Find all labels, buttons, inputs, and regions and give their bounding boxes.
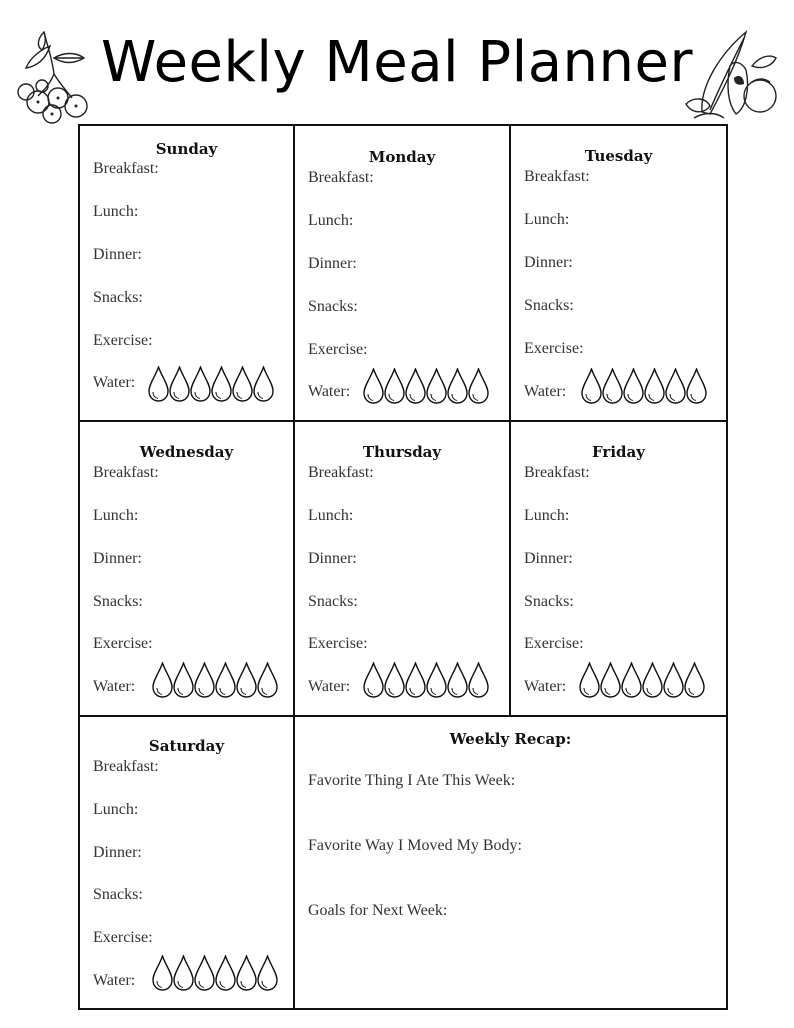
page-title: Weekly Meal Planner — [101, 30, 693, 95]
weekly-recap-card — [293, 715, 728, 1010]
snacks-label: Snacks: — [524, 297, 574, 314]
exercise-label: Exercise: — [93, 635, 153, 652]
water-drop-icon[interactable] — [152, 955, 173, 991]
water-label: Water: — [308, 383, 351, 400]
water-drop-icon[interactable] — [600, 662, 621, 698]
dinner-label: Dinner: — [93, 844, 142, 861]
day-title-monday: Monday — [368, 148, 436, 166]
water-label: Water: — [93, 374, 136, 391]
exercise-label: Exercise: — [93, 332, 153, 349]
water-drop-icon[interactable] — [642, 662, 663, 698]
day-card-saturday — [78, 715, 295, 1010]
water-label: Water: — [524, 383, 567, 400]
lunch-label: Lunch: — [308, 212, 354, 229]
dinner-label: Dinner: — [93, 246, 142, 263]
snacks-label: Snacks: — [93, 593, 143, 610]
exercise-label: Exercise: — [308, 635, 368, 652]
recap-favorite-food-label: Favorite Thing I Ate This Week: — [308, 772, 516, 789]
lunch-label: Lunch: — [524, 211, 570, 228]
recap-goals-label: Goals for Next Week: — [308, 902, 448, 919]
water-label: Water: — [308, 678, 351, 695]
water-label: Water: — [93, 972, 136, 989]
day-title-sunday: Sunday — [155, 140, 218, 158]
water-drop-icon[interactable] — [623, 368, 644, 404]
water-tracker-thursday — [363, 662, 489, 698]
water-drop-icon[interactable] — [363, 662, 384, 698]
water-tracker-saturday — [152, 955, 278, 991]
day-title-saturday: Saturday — [148, 737, 225, 755]
water-tracker-friday — [579, 662, 705, 698]
day-card-wednesday — [78, 420, 295, 717]
day-card-tuesday — [509, 124, 728, 422]
water-drop-icon[interactable] — [215, 662, 236, 698]
exercise-label: Exercise: — [524, 635, 584, 652]
water-drop-icon[interactable] — [684, 662, 705, 698]
breakfast-label: Breakfast: — [524, 464, 590, 481]
water-label: Water: — [93, 678, 136, 695]
day-title-wednesday: Wednesday — [139, 443, 234, 461]
water-drop-icon[interactable] — [215, 955, 236, 991]
water-drop-icon[interactable] — [257, 955, 278, 991]
water-drop-icon[interactable] — [405, 662, 426, 698]
exercise-label: Exercise: — [524, 340, 584, 357]
dinner-label: Dinner: — [524, 550, 573, 567]
breakfast-label: Breakfast: — [524, 168, 590, 185]
water-drop-icon[interactable] — [686, 368, 707, 404]
snacks-label: Snacks: — [524, 593, 574, 610]
water-drop-icon[interactable] — [363, 368, 384, 404]
lunch-label: Lunch: — [93, 507, 139, 524]
water-drop-icon[interactable] — [426, 662, 447, 698]
water-drop-icon[interactable] — [257, 662, 278, 698]
water-drop-icon[interactable] — [236, 955, 257, 991]
water-drop-icon[interactable] — [152, 662, 173, 698]
water-tracker-monday — [363, 368, 489, 404]
snacks-label: Snacks: — [308, 593, 358, 610]
water-drop-icon[interactable] — [468, 368, 489, 404]
breakfast-label: Breakfast: — [93, 464, 159, 481]
water-drop-icon[interactable] — [384, 368, 405, 404]
breakfast-label: Breakfast: — [308, 169, 374, 186]
dinner-label: Dinner: — [524, 254, 573, 271]
water-drop-icon[interactable] — [621, 662, 642, 698]
snacks-label: Snacks: — [308, 298, 358, 315]
breakfast-label: Breakfast: — [308, 464, 374, 481]
water-drop-icon[interactable] — [190, 366, 211, 402]
day-card-sunday — [78, 124, 295, 422]
water-drop-icon[interactable] — [447, 662, 468, 698]
water-drop-icon[interactable] — [211, 366, 232, 402]
lunch-label: Lunch: — [93, 203, 139, 220]
day-title-friday: Friday — [592, 443, 645, 461]
day-title-thursday: Thursday — [362, 443, 442, 461]
snacks-label: Snacks: — [93, 289, 143, 306]
water-drop-icon[interactable] — [173, 955, 194, 991]
water-drop-icon[interactable] — [602, 368, 623, 404]
water-drop-icon[interactable] — [384, 662, 405, 698]
day-card-monday — [293, 124, 511, 422]
dinner-label: Dinner: — [308, 550, 357, 567]
day-card-thursday — [293, 420, 511, 717]
vegetables-icon — [680, 26, 780, 122]
water-drop-icon[interactable] — [468, 662, 489, 698]
water-drop-icon[interactable] — [447, 368, 468, 404]
water-drop-icon[interactable] — [581, 368, 602, 404]
water-tracker-wednesday — [152, 662, 278, 698]
lunch-label: Lunch: — [524, 507, 570, 524]
lunch-label: Lunch: — [93, 801, 139, 818]
dinner-label: Dinner: — [308, 255, 357, 272]
water-drop-icon[interactable] — [253, 366, 274, 402]
water-drop-icon[interactable] — [426, 368, 447, 404]
dinner-label: Dinner: — [93, 550, 142, 567]
water-tracker-sunday — [148, 366, 274, 402]
recap-favorite-movement-label: Favorite Way I Moved My Body: — [308, 837, 522, 854]
day-card-friday — [509, 420, 728, 717]
water-drop-icon[interactable] — [194, 662, 215, 698]
water-drop-icon[interactable] — [173, 662, 194, 698]
exercise-label: Exercise: — [93, 929, 153, 946]
water-drop-icon[interactable] — [169, 366, 190, 402]
snacks-label: Snacks: — [93, 886, 143, 903]
water-tracker-tuesday — [581, 368, 707, 404]
water-drop-icon[interactable] — [232, 366, 253, 402]
lunch-label: Lunch: — [308, 507, 354, 524]
day-title-tuesday: Tuesday — [584, 147, 653, 165]
water-drop-icon[interactable] — [665, 368, 686, 404]
water-drop-icon[interactable] — [663, 662, 684, 698]
water-drop-icon[interactable] — [236, 662, 257, 698]
water-drop-icon[interactable] — [579, 662, 600, 698]
recap-title: Weekly Recap: — [449, 730, 572, 748]
water-drop-icon[interactable] — [405, 368, 426, 404]
berries-branch-icon — [14, 28, 96, 124]
exercise-label: Exercise: — [308, 341, 368, 358]
water-drop-icon[interactable] — [194, 955, 215, 991]
water-label: Water: — [524, 678, 567, 695]
breakfast-label: Breakfast: — [93, 160, 159, 177]
water-drop-icon[interactable] — [148, 366, 169, 402]
water-drop-icon[interactable] — [644, 368, 665, 404]
breakfast-label: Breakfast: — [93, 758, 159, 775]
